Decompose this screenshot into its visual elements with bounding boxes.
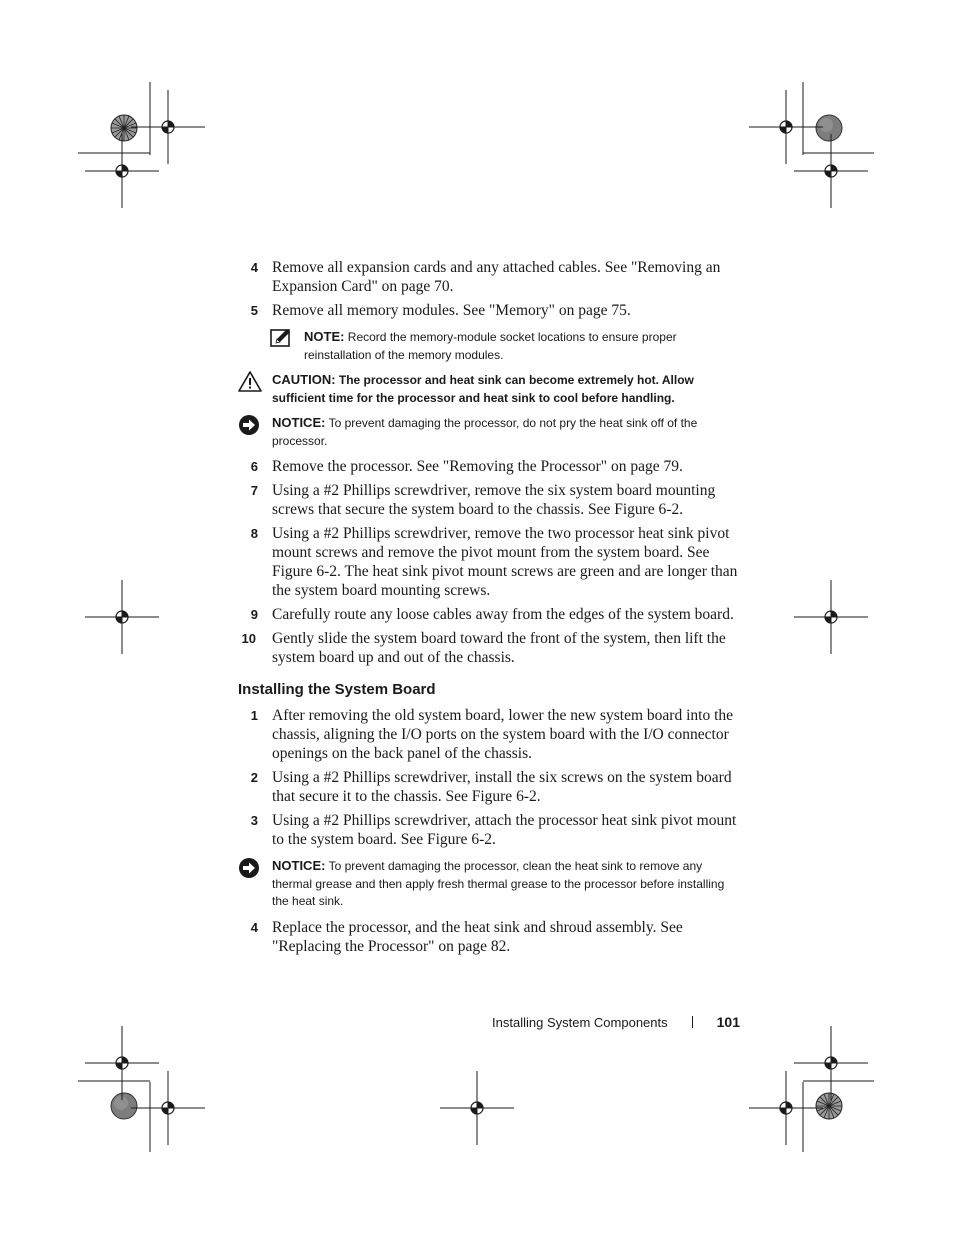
step-text: Carefully route any loose cables away from the edges of the system board.	[272, 606, 734, 623]
step-text: Remove the processor. See "Removing the Processor" on page 79.	[272, 458, 683, 475]
step-text: Gently slide the system board toward the front of the system, then lift the system board up and out of the chassis.	[272, 630, 726, 666]
step-item	[238, 768, 738, 806]
step-item	[238, 481, 738, 519]
step-number: 2	[250, 770, 258, 785]
step-number: 3	[250, 813, 258, 828]
caution-text: The processor and heat sink can become extremely hot. Allow sufficient time for the processor and heat sink to cool before handling.	[272, 373, 694, 405]
step-item	[238, 457, 738, 476]
step-item	[238, 524, 738, 600]
step-number: 6	[250, 459, 258, 474]
page-content	[238, 258, 738, 961]
note-callout	[238, 328, 738, 364]
page-number: 101	[716, 1014, 740, 1030]
step-text: Replace the processor, and the heat sink and shroud assembly. See "Replacing the Processor" on page 82.	[272, 918, 683, 955]
caution-label: CAUTION:	[272, 372, 336, 387]
notice-text: To prevent damaging the processor, do not pry the heat sink off of the processor.	[272, 416, 698, 448]
step-number: 8	[250, 526, 258, 541]
step-number: 1	[250, 708, 258, 723]
step-text: Using a #2 Phillips screwdriver, install the six screws on the system board that secure it to the chassis. See Figure 6-2.	[272, 769, 732, 805]
notice-arrow-icon	[238, 857, 260, 885]
notice-label: NOTICE:	[272, 415, 326, 430]
step-item	[238, 811, 738, 849]
step-number: 4	[250, 919, 258, 935]
step-text: Using a #2 Phillips screwdriver, attach the processor heat sink pivot mount to the system board. See Figure 6-2.	[272, 812, 737, 848]
step-number: 7	[250, 483, 258, 498]
step-number: 9	[250, 607, 258, 622]
caution-callout	[238, 371, 738, 407]
step-item	[238, 258, 738, 296]
step-text: Using a #2 Phillips screwdriver, remove the two processor heat sink pivot mount screws and remove the pivot mount from the system board. See Figure 6-2. The heat sink pivot mount screws are green and are longer than the system board mounting screws.	[272, 525, 738, 599]
page-footer	[400, 1014, 740, 1030]
step-item	[238, 301, 738, 320]
step-number: 5	[250, 303, 258, 318]
step-text: Using a #2 Phillips screwdriver, remove the six system board mounting screws that secure the system board to the chassis. See Figure 6-2.	[272, 482, 716, 518]
note-text: Record the memory-module socket locations to ensure proper reinstallation of the memory modules.	[304, 330, 677, 362]
step-text: After removing the old system board, lower the new system board into the chassis, aligning the I/O ports on the system board with the I/O connector openings on the back panel of the chassis.	[272, 707, 734, 762]
step-item	[238, 629, 738, 667]
pencil-note-icon	[270, 328, 292, 354]
footer-section-title: Installing System Components	[492, 1015, 668, 1030]
step-number: 10	[241, 631, 256, 646]
step-text: Remove all memory modules. See "Memory" on page 75.	[272, 302, 631, 319]
step-item	[238, 605, 738, 624]
notice-arrow-icon	[238, 414, 260, 442]
warning-triangle-icon	[238, 371, 262, 398]
notice-text: To prevent damaging the processor, clean the heat sink to remove any thermal grease and then apply fresh thermal grease to the processor before installing the heat sink.	[272, 859, 725, 908]
footer-separator	[692, 1016, 693, 1028]
step-text: Remove all expansion cards and any attached cables. See "Removing an Expansion Card" on page 70.	[272, 259, 721, 295]
step-item	[238, 706, 738, 763]
notice-callout	[238, 414, 738, 450]
notice-label: NOTICE:	[272, 858, 326, 873]
notice-callout	[238, 857, 738, 911]
section-heading: Installing the System Board	[238, 681, 436, 698]
note-label: NOTE:	[304, 329, 345, 344]
step-item	[238, 918, 738, 956]
step-number: 4	[250, 260, 258, 275]
